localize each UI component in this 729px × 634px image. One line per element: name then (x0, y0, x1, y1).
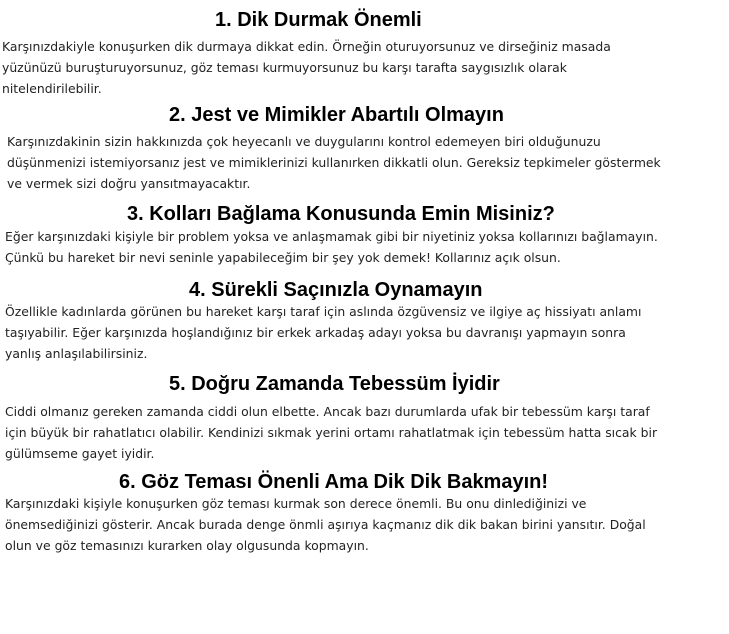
section-5-line-1: Ciddi olmanız gereken zamanda ciddi olun elbette. Ancak bazı durumlarda ufak bir tebessüm karşı taraf (5, 404, 650, 419)
section-5-heading: 5. Doğru Zamanda Tebessüm İyidir (169, 373, 500, 395)
section-4-paragraph (5, 301, 641, 364)
section-2-line-3: ve vermek sizi doğru yansıtmayacaktır. (7, 176, 251, 191)
section-4-line-3: yanlış anlaşılabilirsiniz. (5, 346, 148, 361)
section-5-line-3: gülümseme gayet iyidir. (5, 446, 155, 461)
section-3-paragraph (5, 226, 658, 268)
section-4-heading: 4. Sürekli Saçınızla Oynamayın (189, 279, 483, 301)
section-5-line-2: için büyük bir rahatlatıcı olabilir. Kendinizi sıkmak yerini ortamı rahatlatmak için tebessüm hatta sıcak bir (5, 425, 658, 440)
section-1-line-3: nitelendirilebilir. (2, 81, 102, 96)
section-3-heading: 3. Kolları Bağlama Konusunda Emin Misiniz? (127, 203, 555, 225)
section-3-line-1: Eğer karşınızdaki kişiyle bir problem yoksa ve anlaşmamak gibi bir niyetiniz yoksa kollarınızı bağlamayın. (5, 229, 658, 244)
section-6-line-3: olun ve göz temasınızı kurarken olay olgusunda kopmayın. (5, 538, 369, 553)
section-6-paragraph (5, 493, 646, 556)
section-2-paragraph (7, 131, 661, 194)
section-2-line-1: Karşınızdakinin sizin hakkınızda çok heyecanlı ve duygularını kontrol edemeyen biri olduğunuzu (7, 134, 601, 149)
section-2-heading: 2. Jest ve Mimikler Abartılı Olmayın (169, 104, 504, 126)
section-3-line-2: Çünkü bu hareket bir nevi seninle yapabileceğim bir şey yok demek! Kollarınız açık olsun. (5, 250, 561, 265)
section-5-paragraph (5, 401, 657, 464)
section-6-line-2: önemsediğinizi gösterir. Ancak burada denge önmli aşırıya kaçmanız dik dik bakan birini yansıtır. Doğal (5, 517, 646, 532)
section-2-line-2: düşünmenizi istemiyorsanız jest ve mimiklerinizi kullanırken dikkatli olun. Gereksiz tepkimeler göstermek (7, 155, 661, 170)
section-6-heading: 6. Göz Teması Önenli Ama Dik Dik Bakmayın! (119, 471, 549, 493)
section-1-paragraph (2, 36, 611, 99)
section-6-line-1: Karşınızdaki kişiyle konuşurken göz teması kurmak son derece önemli. Bu onu dinlediğinizi ve (5, 496, 587, 511)
section-4-line-2: taşıyabilir. Eğer karşınızda hoşlandığınız bir erkek arkadaş adayı yoksa bu davranışı yapmayın sonra (5, 325, 626, 340)
section-1-line-1: Karşınızdakiyle konuşurken dik durmaya dikkat edin. Örneğin oturuyorsunuz ve dirseğiniz masada (2, 39, 611, 54)
section-1-line-2: yüzünüzü buruşturuyorsunuz, göz teması kurmuyorsunuz bu karşı tarafta saygısızlık olarak (2, 60, 567, 75)
section-1-heading: 1. Dik Durmak Önemli (215, 9, 422, 31)
section-4-line-1: Özellikle kadınlarda görünen bu hareket karşı taraf için aslında özgüvensiz ve ilgiye aç hissiyatı anlamı (5, 304, 642, 319)
